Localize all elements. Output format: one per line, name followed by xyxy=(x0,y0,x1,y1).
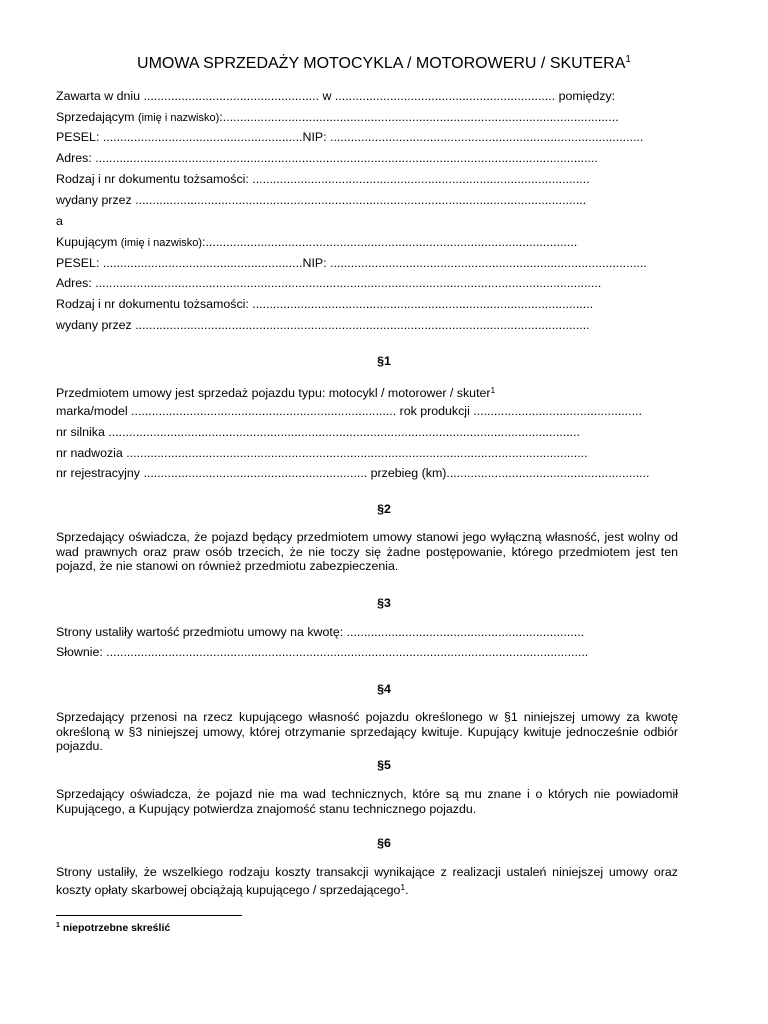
section-5-heading: §5 xyxy=(377,758,391,772)
engine-number-line: nr silnika ......................................................................................................................................... xyxy=(56,425,580,439)
seller-name-hint: (imię i nazwisko) xyxy=(137,112,220,124)
price-amount-line: Strony ustaliły wartość przedmiotu umowy na kwotę: ..................................................................... xyxy=(56,625,585,639)
buyer-id-document-line: Rodzaj i nr dokumentu tożsamości: ................................................................................................... xyxy=(56,297,594,311)
seller-pesel-nip-line: PESEL: ..........................................................NIP: ........................................................................................... xyxy=(56,130,644,144)
section-6-body: Strony ustaliły, że wszelkiego rodzaju koszty transakcji wynikające z realizacji ustaleń niniejszej umowy oraz koszty opłaty skarbowej obciążają kupującego / sprzedającego xyxy=(56,865,678,897)
title-text: UMOWA SPRZEDAŻY MOTOCYKLA / MOTOROWERU / SKUTERA xyxy=(137,55,626,72)
buyer-address-line: Adres: ................................................................................................................................................... xyxy=(56,276,602,290)
section-1-heading: §1 xyxy=(377,354,391,368)
seller-label: Sprzedającym xyxy=(56,110,138,124)
section-6-footnote-marker: 1 xyxy=(400,881,406,892)
vehicle-type-text: Przedmiotem umowy jest sprzedaż pojazdu typu: motocykl / motorower / skuter xyxy=(56,386,491,400)
vehicle-type-footnote-marker: 1 xyxy=(490,385,496,395)
section-6-text xyxy=(56,865,678,897)
section-3-heading: §3 xyxy=(377,596,391,610)
section-6-period: . xyxy=(405,882,409,897)
contract-date-place-line: Zawarta w dniu ................................................... w ................................................................ pomiędzy: xyxy=(56,89,616,103)
section-2-text: Sprzedający oświadcza, że pojazd będący przedmiotem umowy stanowi jego wyłączną własność, jest wolny od wad prawnych oraz praw osób trzecich, że nie toczy się żadne postępowanie, którego przedmiotem jest ten pojazd, że nie stanowi on również przedmiotu zabezpieczenia. xyxy=(56,530,678,574)
buyer-label: Kupującym xyxy=(56,235,121,249)
section-4-text: Sprzedający przenosi na rzecz kupującego własność pojazdu określonego w §1 niniejszej umowy za kwotę określoną w §3 niniejszej umowy, której otrzymanie sprzedający kwituje. Kupujący kwituje jednocześnie odbiór pojazdu. xyxy=(56,710,678,754)
footnote xyxy=(56,922,170,934)
seller-issued-by-line: wydany przez ................................................................................................................................... xyxy=(56,193,587,207)
buyer-name-line xyxy=(56,235,577,251)
title-footnote-marker: 1 xyxy=(625,54,631,65)
vehicle-type-line xyxy=(56,383,495,401)
body-number-line: nr nadwozia ...................................................................................................................................... xyxy=(56,446,588,460)
seller-id-document-line: Rodzaj i nr dokumentu tożsamości: .................................................................................................. xyxy=(56,172,590,186)
registration-mileage-line: nr rejestracyjny ................................................................. przebieg (km)........................................................... xyxy=(56,466,650,480)
section-2-heading: §2 xyxy=(377,502,391,516)
section-6-heading: §6 xyxy=(377,836,391,850)
buyer-pesel-nip-line: PESEL: ..........................................................NIP: ............................................................................................ xyxy=(56,256,647,270)
make-model-year-line: marka/model ............................................................................. rok produkcji ................................................. xyxy=(56,404,642,418)
footnote-separator xyxy=(56,915,242,916)
buyer-name-blank: :............................................................................................................ xyxy=(202,235,578,249)
price-in-words-line: Słownie: ............................................................................................................................................ xyxy=(56,645,589,659)
seller-name-line xyxy=(56,110,619,126)
seller-name-blank: :................................................................................................................... xyxy=(219,110,619,124)
document-title xyxy=(0,50,768,74)
section-4-heading: §4 xyxy=(377,682,391,696)
seller-address-line: Adres: .................................................................................................................................................. xyxy=(56,151,598,165)
conjunction-a: a xyxy=(56,214,63,228)
buyer-issued-by-line: wydany przez .................................................................................................................................... xyxy=(56,318,590,332)
footnote-text: niepotrzebne skreślić xyxy=(59,922,171,934)
footnote-marker: 1 xyxy=(56,922,60,929)
section-5-text: Sprzedający oświadcza, że pojazd nie ma wad technicznych, które są mu znane i o których nie powiadomił Kupującego, a Kupujący potwierdza znajomość stanu technicznego pojazdu. xyxy=(56,787,678,816)
buyer-name-hint: (imię i nazwisko) xyxy=(120,237,203,249)
